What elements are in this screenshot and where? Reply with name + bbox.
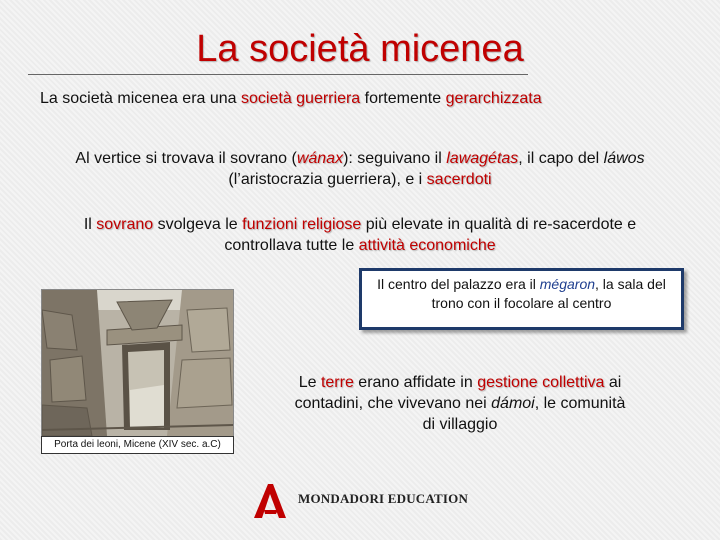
highlight-sovrano: sovrano (96, 216, 154, 233)
lion-gate-photo (41, 289, 234, 437)
lion-gate-illustration (42, 290, 233, 436)
sovereign-paragraph: Il sovrano svolgeva le funzioni religiose più elevate in qualità di re-sacerdote e controllava tutte le attività economiche (83, 216, 637, 254)
term-megaron: mégaron (539, 276, 596, 292)
slide-title: La società micenea (196, 28, 524, 70)
term-damoi: dámoi (491, 395, 535, 412)
highlight-terre: terre (320, 374, 354, 391)
publisher-logo-text: MONDADORI EDUCATION (298, 491, 469, 506)
photo-caption: Porta dei leoni, Micene (XIV sec. a.C) (41, 436, 234, 454)
title-divider (28, 74, 528, 75)
term-lawos: láwos (603, 150, 645, 167)
highlight-societa-guerriera: società guerriera (241, 90, 361, 107)
land-paragraph: Le terre erano affidate in gestione collettiva ai contadini, che vivevano nei dámoi, le comunità di villaggio (294, 374, 626, 433)
highlight-sacerdoti: sacerdoti (426, 171, 492, 188)
intro-paragraph: La società micenea era una società guerriera fortemente gerarchizzata (40, 90, 542, 107)
highlight-gerarchizzata: gerarchizzata (445, 90, 542, 107)
megaron-callout: Il centro del palazzo era il mégaron, la sala del trono con il focolare al centro (359, 268, 684, 330)
highlight-wanax: wánax (296, 150, 344, 167)
highlight-funzioni-religiose: funzioni religiose (242, 216, 362, 233)
highlight-lawagetas: lawagétas (446, 150, 519, 167)
hierarchy-paragraph: Al vertice si trovava il sovrano (wánax): seguivano il lawagétas, il capo del láwos (l’aristocrazia guerriera), e i sacerdoti (75, 150, 645, 188)
highlight-gestione-collettiva: gestione collettiva (477, 374, 605, 391)
highlight-attivita-economiche: attività economiche (358, 237, 496, 254)
